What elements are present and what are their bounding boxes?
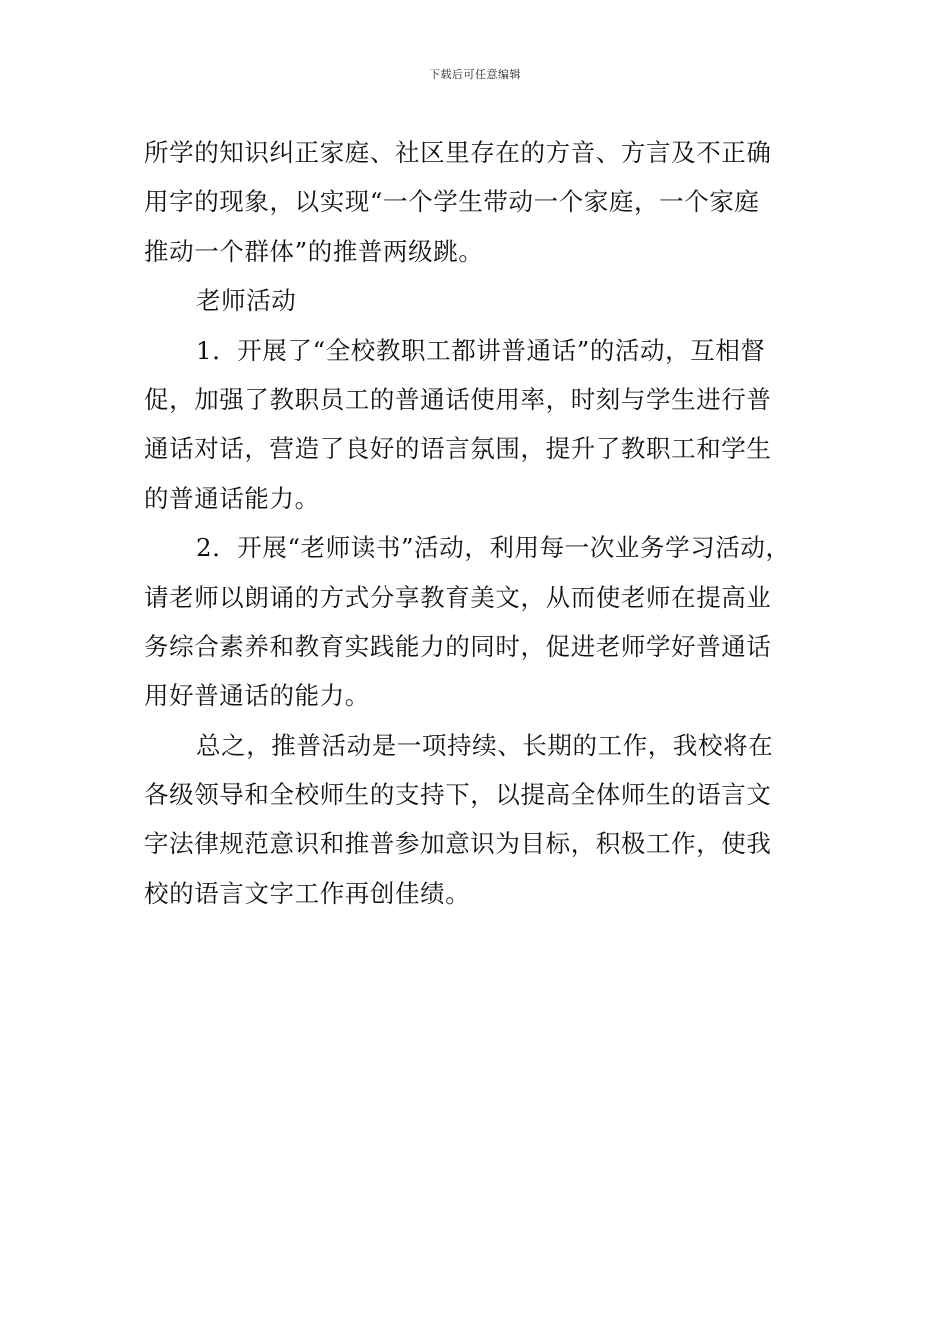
document-body <box>144 128 812 918</box>
header-note: 下载后可任意编辑 <box>429 68 521 81</box>
paragraph-line: 促，加强了教职员工的普通话使用率，时刻与学生进行普 <box>144 384 772 414</box>
paragraph-line: 字法律规范意识和推普参加意识为目标，积极工作，使我 <box>144 829 772 859</box>
paragraph-line: 用字的现象，以实现“一个学生带动一个家庭，一个家庭 <box>144 187 760 217</box>
paragraph-line: 通话对话，营造了良好的语言氛围，提升了教职工和学生 <box>144 434 772 464</box>
section-heading: 老师活动 <box>196 286 297 316</box>
paragraph-line: 的普通话能力。 <box>144 483 320 513</box>
paragraph-line: 2．开展“老师读书”活动，利用每一次业务学习活动， <box>196 533 791 563</box>
paragraph-line: 用好普通话的能力。 <box>144 681 370 711</box>
paragraph-line: 校的语言文字工作再创佳绩。 <box>144 878 471 908</box>
paragraph-line: 推动一个群体”的推普两级跳。 <box>144 236 484 266</box>
paragraph-line: 所学的知识纠正家庭、社区里存在的方音、方言及不正确 <box>144 138 772 167</box>
paragraph-line: 请老师以朗诵的方式分享教育美文，从而使老师在提高业 <box>144 582 772 612</box>
paragraph-line: 总之，推普活动是一项持续、长期的工作，我校将在 <box>196 730 774 760</box>
paragraph-line: 1．开展了“全校教职工都讲普通话”的活动，互相督 <box>196 335 766 365</box>
paragraph-line: 务综合素养和教育实践能力的同时，促进老师学好普通话 <box>144 631 772 661</box>
paragraph-line: 各级领导和全校师生的支持下，以提高全体师生的语言文 <box>144 780 772 810</box>
